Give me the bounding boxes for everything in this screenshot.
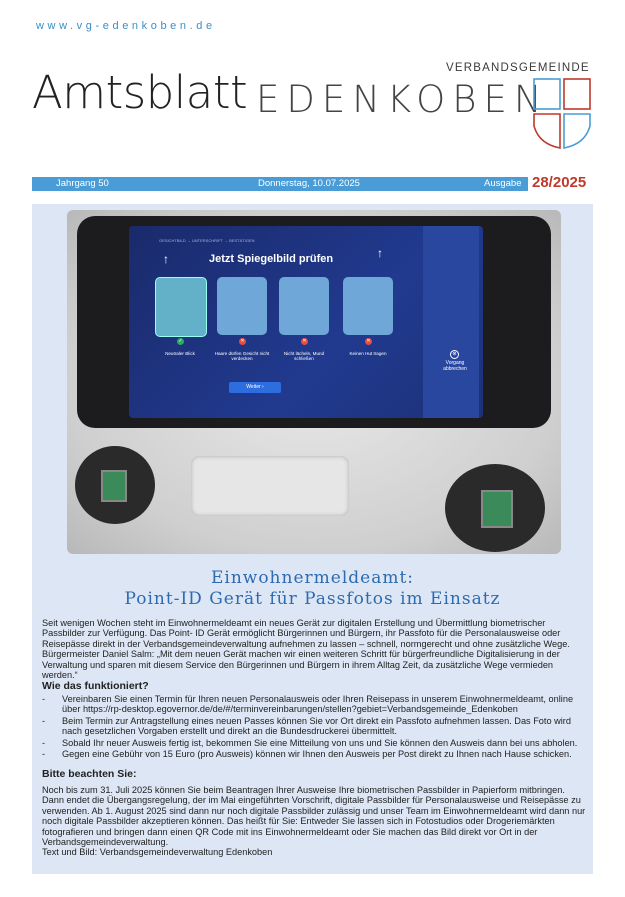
face-caption: Haare dürfen Gesicht nicht verdecken (214, 351, 270, 361)
list-item: - Vereinbaren Sie einen Termin für Ihren neuen Personalausweis oder Ihren Reisepass in unserem Einwohnermeldeamt, online über https://rp-desktop.egovernor.de/de/#/terminvereinbarungen/stellen?gebiet=Verbandsgemeinde_Edenkoben (42, 694, 587, 715)
face-smile (279, 277, 329, 335)
arrow-up-icon: ↑ (163, 252, 169, 266)
sensor-pad (481, 490, 513, 528)
list-item: - Gegen eine Gebühr von 15 Euro (pro Ausweis) können wir Ihnen den Ausweis per Post direkt zu Ihnen nach Hause schicken. (42, 749, 587, 759)
fingerprint-sensor-left (75, 446, 155, 524)
document-tray (191, 456, 349, 516)
mayor-quote: Bürgermeister Daniel Salm: „Mit dem neuen Gerät machen wir einen weiteren Schritt für bürgerfreundliche Digitalisierung in der Verwaltung und sparen mit diesem Service den Bürgerinnen und Bürgern in ihrem Alltag Zeit, da zusätzliche Wege vermieden werden.“ (42, 649, 560, 681)
fingerprint-sensor-right (445, 464, 545, 552)
how-heading: Wie das funktioniert? (42, 680, 149, 692)
face-neutral (155, 277, 207, 337)
screen-sidebar (423, 226, 479, 418)
notice-heading: Bitte beachten Sie: (42, 768, 137, 780)
site-url[interactable]: www.vg-edenkoben.de (36, 20, 216, 32)
cross-icon: ✕ (240, 338, 245, 344)
screen-breadcrumb: GESICHTBILD → UNTERSCHRIFT → BESTÄTIGEN (159, 238, 255, 243)
face-caption: Nicht lächeln, Mund schließen (283, 351, 325, 361)
crest-icon (533, 78, 593, 150)
steps-list (42, 694, 587, 760)
credit-line: Text und Bild: Verbandsgemeindeverwaltung Edenkoben (42, 847, 273, 858)
weiter-button[interactable]: Weiter › (229, 382, 281, 393)
notice-text: Noch bis zum 31. Juli 2025 können Sie beim Beantragen Ihrer Ausweise Ihre biometrischen Passbilder in Papierform mitbringen. Dann endet die Übergangsregelung, der im Mai eingeführten Vorschrift, digitale Passbilder für Personalausweise und Reisepässe zu verwenden. Ab 1. August 2025 sind dann nur noch digitale Passbilder zulässig und unser Team im Einwohnermeldeamt wird dann nur noch digitale Passbilder akzeptieren können. Das heißt für Sie: Entweder Sie lassen sich in Fotostudios oder Drogeriemärkten fotografieren und bringen dann einen QR Code mit ins Einwohnermeldeamt oder Sie machen das Bild direkt vor Ort in der Verbandsgemeindeverwaltung. (42, 785, 586, 848)
cross-icon: ✕ (366, 338, 371, 344)
cross-icon: ✕ (302, 338, 307, 344)
verbandsgemeinde-label: VERBANDSGEMEINDE (446, 62, 590, 74)
issue-number: 28/2025 (532, 174, 587, 191)
headline-line-1: Einwohnermeldeamt: (210, 568, 415, 588)
notice-block (42, 785, 587, 858)
jahrgang: Jahrgang 50 (56, 178, 109, 189)
article-photo (67, 210, 561, 554)
issue-info-bar (32, 177, 528, 191)
list-item: - Sobald Ihr neuer Ausweis fertig ist, bekommen Sie eine Mitteilung von uns und Sie können den Ausweis dann bei uns abholen. (42, 738, 587, 748)
screen-heading: Jetzt Spiegelbild prüfen (209, 253, 334, 265)
page-title: Amtsblatt (32, 66, 248, 119)
sensor-pad (101, 470, 127, 502)
headline-line-2: Point-ID Gerät für Passfotos im Einsatz (124, 589, 501, 609)
face-hat (343, 277, 393, 335)
ausgabe-label: Ausgabe (484, 178, 522, 189)
issue-date: Donnerstag, 10.07.2025 (258, 178, 360, 189)
article-intro (42, 618, 587, 680)
face-hair (217, 277, 267, 335)
arrow-up-icon: ↑ (377, 246, 383, 260)
intro-paragraph: Seit wenigen Wochen steht im Einwohnermeldeamt ein neues Gerät zur digitalen Erstellung und Übermittlung biometrischer Passbilder zur Verfügung. Das Point- ID Gerät ermöglicht Bürgerinnen und Bürgern, ihr Passfoto für die Personalausweise oder Reisepässe direkt in der Verbandsgemeindeverwaltung aufnehmen zu lassen – schnell, normgerecht und ohne zusätzliche Wege. (42, 618, 570, 649)
cancel-icon[interactable]: ⊗ (450, 350, 459, 359)
list-item: - Beim Termin zur Antragstellung eines neuen Passes können Sie vor Ort direkt ein Passfoto aufnehmen lassen. Das Foto wird nach gesetzlichen Vorgaben erstellt und direkt an die Bundesdruckerei übermittelt. (42, 716, 587, 737)
face-caption: Keinen Hut tragen (349, 351, 387, 356)
check-icon: ✓ (178, 338, 183, 344)
edenkoben-logo-text: EDENKOBEN (256, 78, 549, 121)
cancel-button[interactable]: Vorgang abbrechen (443, 360, 467, 372)
face-caption: Neutraler Blick (165, 351, 195, 356)
